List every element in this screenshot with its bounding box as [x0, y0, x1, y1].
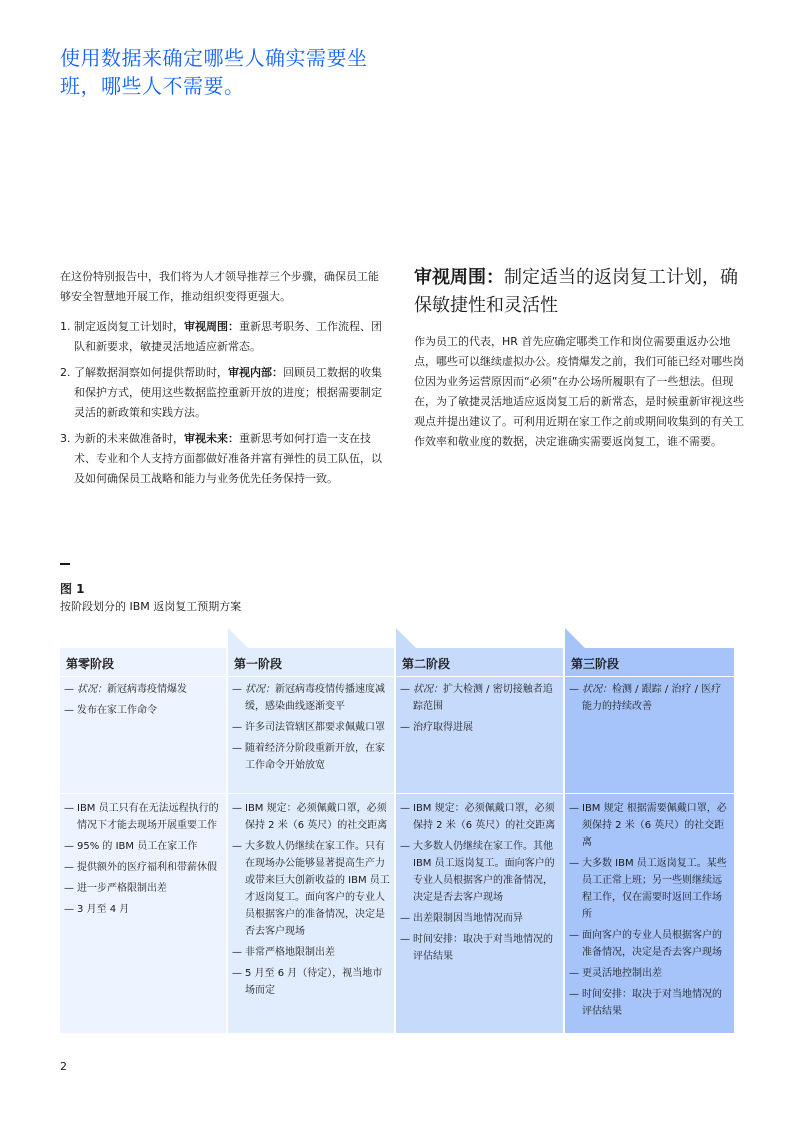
step-pre: 制定返岗复工计划时， — [74, 320, 184, 333]
status-label: 状况： — [77, 684, 107, 695]
section-heading-rest: 制定适当的返岗复工计划，确保敏捷性和灵活性 — [414, 267, 738, 316]
stage-3-tab — [565, 628, 585, 648]
status-item — [400, 719, 558, 736]
status-text: 检测 / 跟踪 / 治疗 / 医疗能力的持续改善 — [582, 684, 722, 712]
action-item: — IBM 员工只有在无法远程执行的情况下才能去现场开展重要工作 — [64, 800, 220, 834]
section-body: 作为员工的代表，HR 首先应确定哪类工作和岗位需要重返办公地点，哪些可以继续虚拟办公。疫情爆发之前，我们可能已经对哪些岗位因为业务运营原因而“必须”在办公场所履职有了一些想法。但现在，为了敏捷灵活地适应返岗复工后的新常态，是时候重新审视这些观点并提出建议了。可利用近期在家工作之前或期间收集到的有关工作效率和敬业度的数据，决定谁确实需要返岗复工，谁不需要。 — [414, 335, 744, 448]
action-item: — 大多数 IBM 员工返岗复工。某些员工正常上班；另一些则继续远程工作，仅在需要时返回工作场所 — [569, 855, 729, 923]
status-item — [232, 681, 390, 715]
status-text: 随着经济分阶段重新开放，在家工作命令开始放宽 — [245, 743, 385, 771]
action-item: — 时间安排：取决于对当地情况的评估结果 — [400, 931, 558, 965]
status-item — [64, 702, 220, 719]
status-label: 状况： — [245, 684, 275, 695]
step-post: 重新思考如何打造一支在技术、专业和个人支持方面都做好准备并富有弹性的员工队伍，以及如何确保员工战略和能力与业务优先任务保持一致。 — [74, 432, 382, 485]
status-label: 状况： — [413, 684, 443, 695]
action-item: — 大多数人仍继续在家工作。其他 IBM 员工返岗复工。面向客户的专业人员根据客户的准备情况，决定是否去客户现场 — [400, 838, 558, 906]
action-item: — 面向客户的专业人员根据客户的准备情况，决定是否去客户现场 — [569, 927, 729, 961]
action-item: — 时间安排：取决于对当地情况的评估结果 — [569, 986, 729, 1020]
step-bold: 审视未来： — [184, 432, 239, 445]
action-item: — 非常严格地限制出差 — [232, 944, 390, 961]
status-item — [569, 681, 729, 715]
step-post: 重新思考职务、工作流程、团队和新要求，敏捷灵活地适应新常态。 — [74, 320, 382, 353]
header-divider — [60, 676, 734, 677]
figure-label: 图 1 — [60, 582, 85, 596]
section-heading-bold: 审视周围： — [414, 267, 504, 288]
action-item: — 95% 的 IBM 员工在家工作 — [64, 838, 220, 855]
stage-2-tab — [396, 628, 416, 648]
step-number: 1. — [60, 320, 71, 333]
stage-3-actions — [569, 800, 729, 1024]
status-item — [64, 681, 220, 698]
action-item: — 3 月至 4 月 — [64, 901, 220, 918]
action-item: — 更灵活地控制出差 — [569, 965, 729, 982]
action-item: — 提供额外的医疗福利和带薪休假 — [64, 859, 220, 876]
step-bold: 审视周围： — [184, 320, 239, 333]
page-number: 2 — [60, 1060, 67, 1073]
status-text: 扩大检测 / 密切接触者追踪范围 — [413, 684, 553, 712]
status-text: 许多司法管辖区都要求佩戴口罩 — [245, 722, 385, 733]
stage-1-status — [232, 681, 390, 778]
intro-paragraph: 在这份特别报告中，我们将为人才领导推荐三个步骤，确保员工能够安全智慧地开展工作，推动组织变得更强大。 — [60, 270, 379, 303]
stage-1-actions — [232, 800, 390, 1003]
stage-0-actions — [64, 800, 220, 922]
stage-1-tab — [228, 628, 248, 648]
step-number: 2. — [60, 366, 71, 379]
stage-0-status — [64, 681, 220, 723]
step-post: 回顾员工数据的收集和保护方式，使用这些数据监控重新开放的进度；根据需要制定灵活的新政策和实践方法。 — [74, 366, 382, 419]
status-text: 新冠病毒疫情传播速度减缓，感染曲线逐渐变平 — [245, 684, 385, 712]
stage-3-header: 第三阶段 — [571, 657, 620, 671]
action-item: — IBM 规定 根据需要佩戴口罩，必须保持 2 米（6 英尺）的社交距离 — [569, 800, 729, 851]
step-number: 3. — [60, 432, 71, 445]
figure-caption: 按阶段划分的 IBM 返岗复工预期方案 — [60, 600, 242, 613]
stage-2-actions — [400, 800, 558, 969]
action-item: — 大多数人仍继续在家工作。只有在现场办公能够显著提高生产力或带来巨大创新收益的 IBM 员工才返岗复工。面向客户的专业人员根据客户的准备情况，决定是否去客户现场 — [232, 838, 390, 940]
stage-2-header: 第二阶段 — [402, 657, 451, 671]
status-text: 发布在家工作命令 — [77, 705, 157, 716]
stage-0-header: 第零阶段 — [66, 657, 115, 671]
stage-2-status — [400, 681, 558, 740]
action-item: — IBM 规定：必须佩戴口罩，必须保持 2 米（6 英尺）的社交距离 — [232, 800, 390, 834]
action-item: — 5 月至 6 月（待定），视当地市场而定 — [232, 965, 390, 999]
step-pre: 了解数据洞察如何提供帮助时， — [74, 366, 228, 379]
step-pre: 为新的未来做准备时， — [74, 432, 184, 445]
stage-1-header: 第一阶段 — [234, 657, 283, 671]
row-divider — [60, 793, 734, 794]
status-label: 状况： — [582, 684, 612, 695]
status-text: 新冠病毒疫情爆发 — [107, 684, 187, 695]
action-item: — 出差限制因当地情况而异 — [400, 910, 558, 927]
status-item — [232, 740, 390, 774]
status-item — [400, 681, 558, 715]
status-text: 治疗取得进展 — [413, 722, 473, 733]
step-bold: 审视内部： — [228, 366, 283, 379]
stage-3-status — [569, 681, 729, 719]
action-item: — IBM 规定：必须佩戴口罩，必须保持 2 米（6 英尺）的社交距离 — [400, 800, 558, 834]
status-item — [232, 719, 390, 736]
page-title: 使用数据来确定哪些人确实需要坐班，哪些人不需要。 — [60, 46, 368, 98]
action-item: — 进一步严格限制出差 — [64, 880, 220, 897]
